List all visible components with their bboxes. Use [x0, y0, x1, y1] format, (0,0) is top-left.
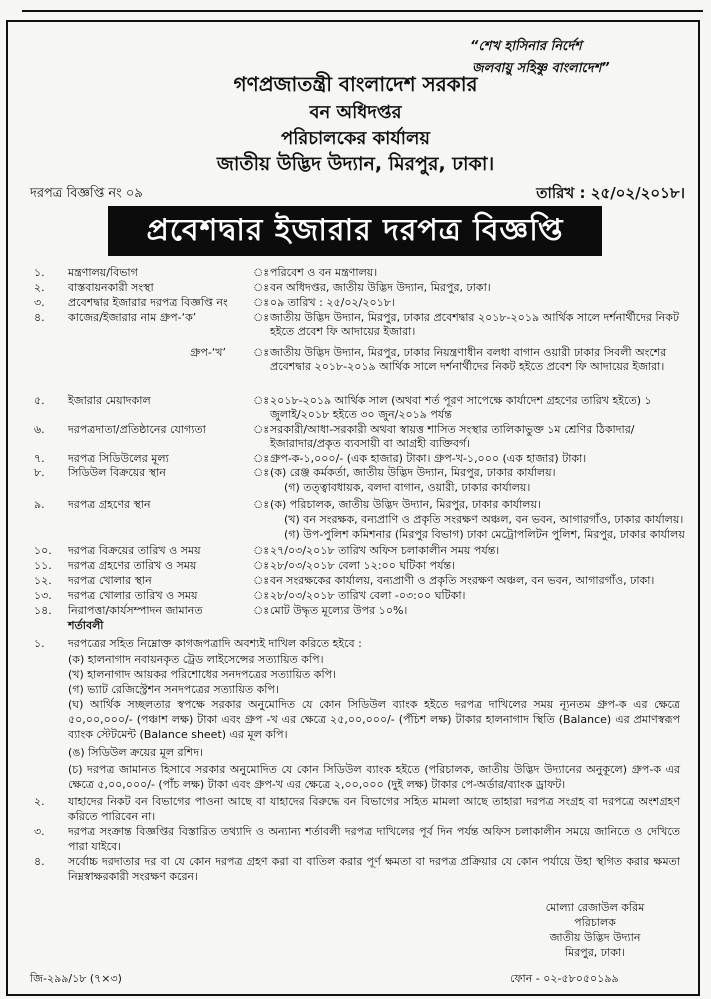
condition-1-ga: (গ) ভ্যাট রেজিস্ট্রেশন সনদপত্রের সত্যায়িত কপি।: [68, 683, 279, 696]
notice-title-banner: প্রবেশদ্বার ইজারার দরপত্র বিজ্ঞপ্তি: [108, 206, 602, 256]
reference-code: জি-২৯৯/১৮ (৭×৩): [30, 972, 122, 985]
condition-1-cha: (চ) দরপত্র জামানত হিসাবে সরকার অনুমোদিত যে কোন সিডিউল ব্যাংক হইতে (পরিচালক, জাতীয় উদ্ভিদ উদ্যানের অনুকূলে) গ্রুপ-ক এর ক্ষেত্রে ৫,০০,০০০/- (পাঁচ লক্ষ) টাকা এবং গ্রুপ-খ এর ক্ষেত্রে ২,০০,০০০ (দুই লক্ষ) টাকার পে-অর্ডার/ব্যাংক ড্রাফট।: [68, 763, 680, 791]
signatory-designation: পরিচালক: [574, 916, 616, 929]
office-title: পরিচালকের কার্যালয়: [280, 128, 431, 149]
phone-number: ফোন - ০২-৫৮০৫০১৯৯: [510, 972, 619, 985]
slogan-line-1: “শেখ হাসিনার নির্দেশ: [470, 39, 582, 54]
slogan-line-2: জলবায়ু সহিষ্ণু বাংলাদেশ”: [472, 61, 610, 76]
condition-1-ka: (ক) হালনাগাদ নবায়নকৃত ট্রেড লাইসেন্সের সত্যায়িত কপি।: [68, 653, 324, 666]
notice-date: তারিখ : ২৫/০২/২০১৮।: [536, 184, 685, 202]
location-title: জাতীয় উদ্ভিদ উদ্যান, মিরপুর, ঢাকা।: [216, 153, 495, 175]
signatory-place: মিরপুর, ঢাকা।: [564, 946, 626, 959]
department-title: বন অধিদপ্তর: [309, 102, 402, 123]
government-title: গণপ্রজাতন্ত্রী বাংলাদেশ সরকার: [233, 72, 478, 96]
notice-page: “শেখ হাসিনার নির্দেশ জলবায়ু সহিষ্ণু বাংলাদেশ” গণপ্রজাতন্ত্রী বাংলাদেশ সরকার বন অধিদপ্তর পরিচালকের কার্যালয় জাতীয় উদ্ভিদ উদ্যান, মিরপুর, ঢাকা। দরপত্র বিজ্ঞপ্তি নং ০৯ তারিখ : ২৫/০২/২০১৮। প্রবেশদ্বার ইজারার দরপত্র বিজ্ঞপ্তি ১. মন্ত্রণালয়/বিভাগ ঃ পরিবেশ ও বন মন্ত্রণালয়। ২. বাস্তবায়নকারী সংস্থা ঃ বন অধিদপ্তর, জাতীয় উদ্ভিদ উদ্যান, মিরপুর, ঢাকা। ৩. প্রবেশদ্বার ইজারার দরপত্র বিজ্ঞপ্তি নং ঃ ০৯ তারিখ : ২৫/০২/২০১৮। ৪. কাজের/ইজারার নাম গ্রুপ-‘ক’ ঃ জাতীয় উদ্ভিদ উদ্যান, মিরপুর, ঢাকার প্রবেশদ্বার ২০১৮-২০১৯ আর্থিক সালে দর্শনার্থীদের নিকট হইতে প্রবেশ ফি আদায়ের ইজারা। গ্রুপ-‘খ’ ঃ জাতীয় উদ্ভিদ উদ্যান, মিরপুর, ঢাকার নিয়ন্ত্রণাধীন বলধা বাগান ওয়ারী ঢাকার সিবলী অংশের প্রবেশদ্বার ২০১৮-২০১৯ আর্থিক সালে দর্শনার্থীদের নিকট হইতে প্রবেশ ফি আদায়ের ইজারা। ৫. ইজারার মেয়াদকাল ঃ ২০১৮-২০১৯ আর্থিক সাল (অথবা শর্ত পূরণ সাপেক্ষে কার্যাদেশ গ্রহণের তারিখ হইতে) ১ জুলাই/২০১৮ হইতে ৩০ জুন/২০১৯ পর্যন্ত ৬. দরপত্রদাতা/প্রতিষ্ঠানের যোগ্যতা ঃ সরকারী/আধা-সরকারী অথবা স্বায়ত্ত শাসিত সংস্থার তালিকাভুক্ত ১ম শ্রেণির ঠিকাদার/ইজারাদার/প্রকৃত ব্যবসায়ী বা আগ্রহী ব্যক্তিবর্গ। ৭. দরপত্র সিডিউলের মূল্য ঃ গ্রুপ-ক-১,০০০/- (এক হাজার) টাকা। গ্রুপ-খ-১,০০০ (এক হাজার) টাকা। ৮. সিডিউল বিক্রয়ের স্থান ঃ (ক) রেঞ্জ কর্মকর্তা, জাতীয় উদ্ভিদ উদ্যান, মিরপুর, ঢাকার কার্যালয়। (গ) তত্ত্বাবধায়ক, বলদা বাগান, ওয়ারী, ঢাকার কার্যালয়। ৯. দরপত্র গ্রহণের স্থান ঃ (ক) পরিচালক, জাতীয় উদ্ভিদ উদ্যান, মিরপুর, ঢাকার কার্যালয়। (খ) বন সংরক্ষক, বন্যপ্রাণি ও প্রকৃতি সংরক্ষণ অঞ্চল, বন ভবন, আগারগাঁও, ঢাকার কার্যালয়। (গ) উপ-পুলিশ কমিশনার (মিরপুর বিভাগ) ঢাকা মেট্রোপলিটন পুলিশ, মিরপুর, ঢাকার কার্যালয় ১০. দরপত্র বিক্রয়ের তারিখ ও সময় ঃ ২৭/০৩/২০১৮ তারিখ অফিস চলাকালীন সময় পর্যন্ত। ১১. দরপত্র গ্রহণের তারিখ ও সময় ঃ ২৮/০৩/২০১৮ বেলা ১২:০০ ঘটিকা পর্যন্ত। ১২. দরপত্র খোলার স্থান ঃ বন সংরক্ষকের কার্যালয়, বন্যপ্রাণী ও প্রকৃতি সংরক্ষণ অঞ্চল, বন ভবন, আগারগাঁও, ঢাকা। ১৩. দরপত্র খোলার তারিখ ও সময় ঃ ২৮/০৩/২০১৮ তারিখ বেলা -০৩:০০ ঘটিকা। ১৪. নিরাপত্তা/কার্যসম্পাদন জামানত ঃ মোট উদ্ধৃত মূল্যের উপর ১০%। শর্তাবলী ১. দরপত্রের সহিত নিম্নোক্ত কাগজপত্রাদি অবশ্যই দাখিল করিতে হইবে : (ক) হালনাগাদ নবায়নকৃত ট্রেড লাইসেন্সের সত্যায়িত কপি। (খ) হালনাগাদ আয়কর পরিশোধের সনদপত্রের সত্যায়িত কপি। (গ) ভ্যাট রেজিস্ট্রেশন সনদপত্রের সত্যায়িত কপি। (ঘ) আর্থিক সচ্ছলতার স্বপক্ষে সরকার অনুমোদিত যে কোন সিডিউল ব্যাংক হইতে দরপত্র দাখিলের সময় ন্যূনতম গ্রুপ-ক এর ক্ষেত্রে ৫০,০০,০০০/- (পঞ্চাশ লক্ষ) টাকা এবং গ্রুপ -খ এর ক্ষেত্রে ২৫,০০,০০০/- (পঁচিশ লক্ষ) টাকার হালনাগাদ স্থিতি (Balance) এর প্রমাণস্বরূপ ব্যাংক স্টেটমেন্ট (Balance sheet) এর মূল কপি। (ঙ) সিডিউল ক্রয়ের মূল রশিদ। (চ) দরপত্র জামানত হিসাবে সরকার অনুমোদিত যে কোন সিডিউল ব্যাংক হইতে (পরিচালক, জাতীয় উদ্ভিদ উদ্যানের অনুকূলে) গ্রুপ-ক এর ক্ষেত্রে ৫,০০,০০০/- (পাঁচ লক্ষ) টাকা এবং গ্রুপ-খ এর ক্ষেত্রে ২,০০,০০০ (দুই লক্ষ) টাকার পে-অর্ডার/ব্যাংক ড্রাফট। ২. যাহাদের নিকট বন বিভাগের পাওনা আছে বা যাহাদের বিরুদ্ধে বন বিভাগের সহিত মামলা আছে তাহারা দরপত্র সংগ্রহ বা দরপত্রে অংশগ্রহণ করিতে পারিবেন না। ৩. দরপত্র সংক্রান্ত বিজ্ঞপ্তির বিস্তারিত তথ্যাদি ও অন্যান্য শর্তাবলী দরপত্র দাখিলের পূর্ব দিন পর্যন্ত অফিস চলাকালীন সময়ে জানিতে ও দেখিতে পারা যাইবে। ৪. সর্বোচ্চ দরদাতার দর বা যে কোন দরপত্র গ্রহণ করা বা বাতিল করার পূর্ণ ক্ষমতা বা দরপত্র প্রক্রিয়ার যে কোন পর্যায়ে উহা স্থগিত করার ক্ষমতা নিম্নস্বাক্ষরকারী সংরক্ষণ করেন। মোল্যা রেজাউল করিম পরিচালক জাতীয় উদ্ভিদ উদ্যান মিরপুর, ঢাকা। জি-২৯৯/১৮ (৭×৩) ফোন - ০২-৫৮০৫০১৯৯: [0, 0, 711, 999]
condition-1-uma: (ঙ) সিডিউল ক্রয়ের মূল রশিদ।: [68, 746, 203, 759]
top-rule: [22, 0, 703, 12]
condition-1-kha: (খ) হালনাগাদ আয়কর পরিশোধের সনদপত্রের সত্যায়িত কপি।: [68, 668, 337, 681]
signatory-name: মোল্যা রেজাউল করিম: [545, 901, 645, 914]
notice-number: দরপত্র বিজ্ঞপ্তি নং ০৯: [30, 186, 143, 201]
signatory-office: জাতীয় উদ্ভিদ উদ্যান: [549, 931, 641, 944]
condition-1-gha: (ঘ) আর্থিক সচ্ছলতার স্বপক্ষে সরকার অনুমোদিত যে কোন সিডিউল ব্যাংক হইতে দরপত্র দাখিলের সময় ন্যূনতম গ্রুপ-ক এর ক্ষেত্রে ৫০,০০,০০০/- (পঞ্চাশ লক্ষ) টাকা এবং গ্রুপ -খ এর ক্ষেত্রে ২৫,০০,০০০/- (পঁচিশ লক্ষ) টাকার হালনাগাদ স্থিতি (Balance) এর প্রমাণস্বরূপ ব্যাংক স্টেটমেন্ট (Balance sheet) এর মূল কপি।: [68, 698, 680, 741]
